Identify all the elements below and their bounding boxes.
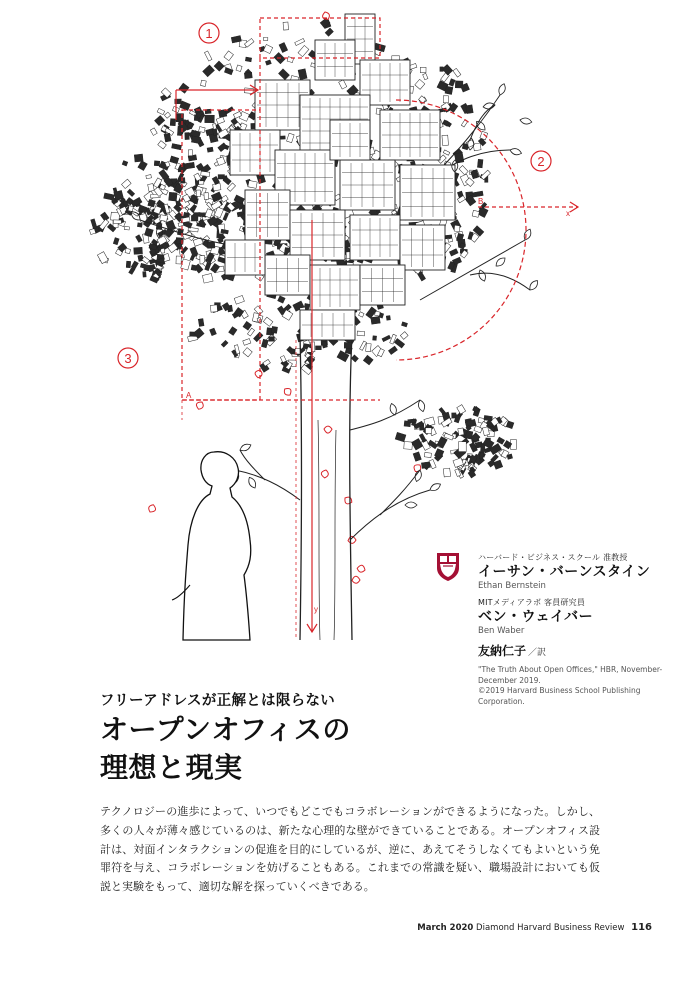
source-line-1: "The Truth About Open Offices," HBR, November-December 2019. bbox=[478, 665, 663, 685]
author-2-name: ベン・ウェイバー bbox=[478, 609, 594, 625]
author-1-role: ハーバード・ビジネス・スクール 准教授 bbox=[478, 553, 628, 562]
translator-credit bbox=[478, 642, 676, 659]
tree-trunk bbox=[300, 335, 352, 640]
author-2-role: MITメディアラボ 客員研究員 bbox=[478, 598, 586, 607]
author-1-name-en: Ethan Bernstein bbox=[478, 581, 546, 591]
page-footer bbox=[417, 922, 652, 933]
source-line-2: ©2019 Harvard Business School Publishing Corporation. bbox=[478, 686, 641, 706]
hbs-shield-logo bbox=[436, 552, 460, 582]
translator-name: 友納仁子 bbox=[478, 644, 527, 658]
article-title bbox=[100, 711, 520, 787]
translator-suffix: ／訳 bbox=[528, 648, 547, 658]
issue-date: March 2020 bbox=[417, 923, 474, 933]
marker-3: 3 bbox=[124, 351, 132, 366]
author-block bbox=[436, 552, 676, 707]
author-2 bbox=[478, 597, 676, 637]
label-b: B bbox=[478, 197, 484, 206]
author-1 bbox=[478, 552, 676, 592]
article-lead: テクノロジーの進歩によって、いつでもどこでもコラボレーションができるようになった。しかし、多くの人々が薄々感じているのは、新たな心理的な壁ができていることである。オープンオフィス設計は、対面インタラクションの促進を目的にしているが、逆に、あえてそうしなくてもよいという免罪符を与え、コラボレーションを妨げることもある。これまでの常識を疑い、職場設計においても仮説と実験をもって、適切な解を探っていくべきである。 bbox=[100, 805, 600, 894]
label-y: y bbox=[314, 605, 318, 614]
marker-2: 2 bbox=[537, 154, 545, 169]
marker-1: 1 bbox=[205, 26, 213, 41]
label-x: x bbox=[566, 209, 570, 218]
person-silhouette bbox=[183, 452, 251, 640]
article-kicker: フリーアドレスが正解とは限らない bbox=[100, 693, 336, 709]
author-2-name-en: Ben Waber bbox=[478, 626, 525, 636]
source-citation bbox=[478, 665, 688, 707]
author-1-name: イーサン・バーンスタイン bbox=[478, 564, 651, 580]
page-number: 116 bbox=[631, 922, 652, 933]
title-line-1: オープンオフィスの bbox=[100, 713, 351, 746]
title-line-2: 理想と現実 bbox=[100, 751, 243, 784]
label-a: A bbox=[186, 391, 192, 400]
publication-name: Diamond Harvard Business Review bbox=[476, 923, 625, 933]
